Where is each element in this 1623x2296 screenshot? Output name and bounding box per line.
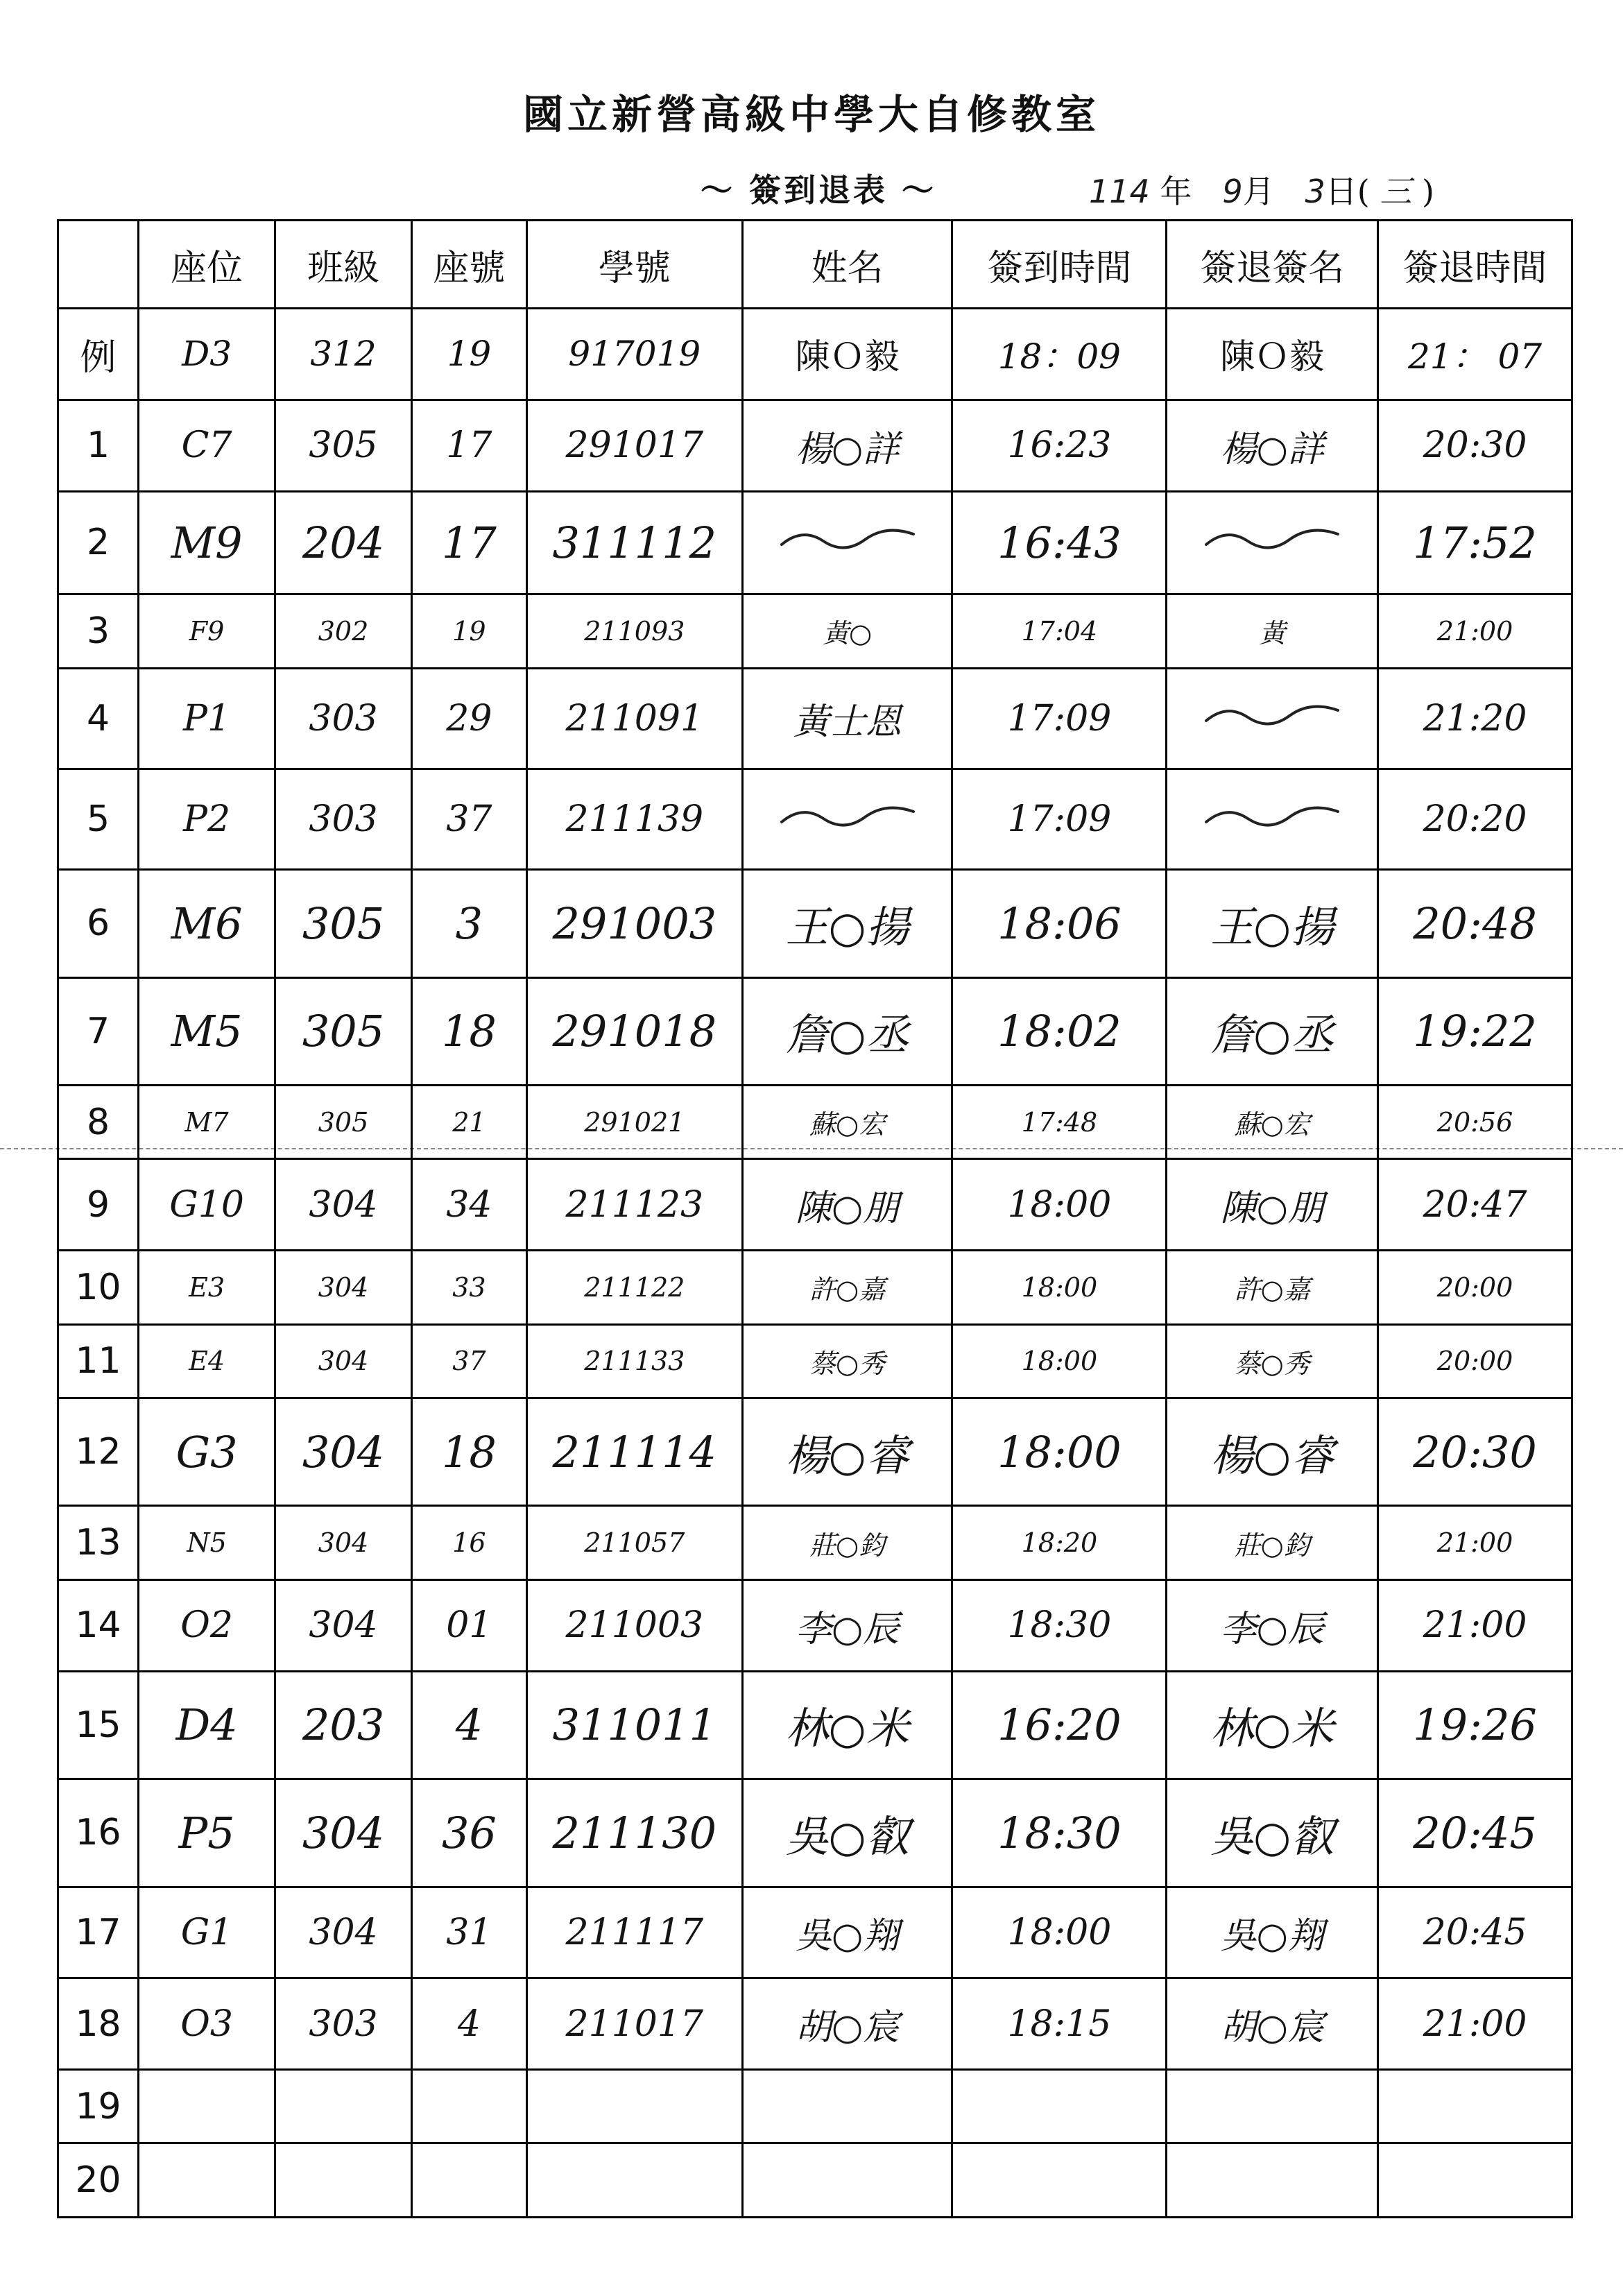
- cell-student-id: 291003: [526, 870, 742, 977]
- cell-class: 302: [275, 594, 412, 668]
- example-checkout: 21： 07: [1378, 309, 1572, 400]
- cell-name-scribble: [742, 769, 952, 869]
- table-row: [58, 1579, 1572, 1671]
- table-row: [58, 1978, 1572, 2070]
- cell-signature: 蔡○秀: [1167, 1324, 1378, 1398]
- cell-signature: 蘇○宏: [1167, 1086, 1378, 1159]
- cell-checkin: 18:15: [952, 1978, 1167, 2070]
- cell-class: 303: [275, 769, 412, 869]
- row-number: 12: [58, 1398, 139, 1506]
- row-number: 7: [58, 977, 139, 1085]
- cell-checkout: 20:00: [1378, 1251, 1572, 1324]
- cell-seat: P5: [139, 1779, 275, 1887]
- cell-signature: 許○嘉: [1167, 1251, 1378, 1324]
- cell-checkin: 18:06: [952, 870, 1167, 977]
- cell-checkout: 20:47: [1378, 1159, 1572, 1251]
- cell-class: 305: [275, 977, 412, 1085]
- cell-seat: P1: [139, 668, 275, 769]
- cell-name: 楊○詳: [742, 400, 952, 491]
- header-class: 班級: [275, 221, 412, 309]
- row-number: 13: [58, 1506, 139, 1579]
- cell-class: 203: [275, 1671, 412, 1779]
- cell-checkout: 21:00: [1378, 1978, 1572, 2070]
- cell-number: 17: [411, 400, 526, 491]
- cell-seat: M9: [139, 491, 275, 594]
- sheet-date: [1089, 166, 1434, 212]
- table-row: [58, 400, 1572, 491]
- cell-signature-scribble: [1167, 491, 1378, 594]
- cell-seat: P2: [139, 769, 275, 869]
- table-row: [58, 2143, 1572, 2218]
- cell-seat: N5: [139, 1506, 275, 1579]
- cell-signature: 林○米: [1167, 1671, 1378, 1779]
- date-day-unit: 日: [1325, 173, 1357, 210]
- cell-name: [742, 2143, 952, 2218]
- cell-class: 304: [275, 1398, 412, 1506]
- cell-seat: F9: [139, 594, 275, 668]
- cell-class: 304: [275, 1887, 412, 1978]
- cell-signature: 陳○朋: [1167, 1159, 1378, 1251]
- date-year: 114: [1089, 173, 1150, 210]
- cell-signature: 楊○詳: [1167, 400, 1378, 491]
- cell-class: 305: [275, 400, 412, 491]
- header-checkin: 簽到時間: [952, 221, 1167, 309]
- cell-signature: 詹○丞: [1167, 977, 1378, 1085]
- cell-name: 胡○宸: [742, 1978, 952, 2070]
- cell-checkout: 19:22: [1378, 977, 1572, 1085]
- table-row: [58, 977, 1572, 1085]
- table-row: [58, 1086, 1572, 1159]
- cell-checkin: 17:04: [952, 594, 1167, 668]
- table-row: [58, 491, 1572, 594]
- row-number: 15: [58, 1671, 139, 1779]
- cell-student-id: 211123: [526, 1159, 742, 1251]
- example-seat: D3: [139, 309, 275, 400]
- cell-class: 304: [275, 1506, 412, 1579]
- cell-name: 黃士恩: [742, 668, 952, 769]
- cell-signature-scribble: [1167, 668, 1378, 769]
- example-checkin: 18：09: [952, 309, 1167, 400]
- cell-checkin: 17:48: [952, 1086, 1167, 1159]
- cell-checkin: 18:00: [952, 1887, 1167, 1978]
- scribble-mark: [1199, 689, 1345, 738]
- cell-signature: 李○辰: [1167, 1579, 1378, 1671]
- date-day: 3: [1305, 173, 1325, 210]
- cell-class: 304: [275, 1324, 412, 1398]
- cell-checkout: 20:45: [1378, 1887, 1572, 1978]
- cell-student-id: 211130: [526, 1779, 742, 1887]
- cell-seat: G3: [139, 1398, 275, 1506]
- cell-checkout: 17:52: [1378, 491, 1572, 594]
- cell-number: 4: [411, 1671, 526, 1779]
- table-row: [58, 1779, 1572, 1887]
- cell-student-id: 211114: [526, 1398, 742, 1506]
- cell-number: 21: [411, 1086, 526, 1159]
- row-number: 16: [58, 1779, 139, 1887]
- cell-name: 吳○叡: [742, 1779, 952, 1887]
- cell-signature: 吳○翔: [1167, 1887, 1378, 1978]
- cell-checkout: 20:56: [1378, 1086, 1572, 1159]
- table-row: [58, 594, 1572, 668]
- header-number: 座號: [411, 221, 526, 309]
- cell-class: 204: [275, 491, 412, 594]
- cell-student-id: 211017: [526, 1978, 742, 2070]
- cell-student-id: 211122: [526, 1251, 742, 1324]
- cell-number: 37: [411, 1324, 526, 1398]
- cell-student-id: 211139: [526, 769, 742, 869]
- cell-checkin: 16:23: [952, 400, 1167, 491]
- row-number: 20: [58, 2143, 139, 2218]
- cell-class: 303: [275, 1978, 412, 2070]
- header-name: 姓名: [742, 221, 952, 309]
- cell-name: 李○辰: [742, 1579, 952, 1671]
- cell-student-id: 211091: [526, 668, 742, 769]
- cell-checkout: 21:00: [1378, 1506, 1572, 1579]
- example-row: [58, 309, 1572, 400]
- cell-checkout: [1378, 2143, 1572, 2218]
- row-number: 6: [58, 870, 139, 977]
- page-title: 國立新營高級中學大自修教室: [522, 91, 1100, 138]
- cell-number: 34: [411, 1159, 526, 1251]
- cell-class: 304: [275, 1779, 412, 1887]
- cell-name: 楊○睿: [742, 1398, 952, 1506]
- cell-signature: 胡○宸: [1167, 1978, 1378, 2070]
- cell-checkout: 21:00: [1378, 594, 1572, 668]
- row-number: 17: [58, 1887, 139, 1978]
- example-number: 19: [411, 309, 526, 400]
- cell-checkin: 18:00: [952, 1159, 1167, 1251]
- cell-seat: E4: [139, 1324, 275, 1398]
- cell-student-id: 211117: [526, 1887, 742, 1978]
- cell-number: [411, 2143, 526, 2218]
- date-weekday-open: (: [1357, 173, 1370, 210]
- cell-student-id: 291017: [526, 400, 742, 491]
- cell-student-id: 211003: [526, 1579, 742, 1671]
- date-month-unit: 月: [1242, 173, 1275, 210]
- example-name: 陳Ｏ毅: [742, 309, 952, 400]
- cell-checkout: 20:48: [1378, 870, 1572, 977]
- example-label: 例: [58, 309, 139, 400]
- header-student-id: 學號: [526, 221, 742, 309]
- cell-seat: G1: [139, 1887, 275, 1978]
- row-number: 8: [58, 1086, 139, 1159]
- cell-class: 303: [275, 668, 412, 769]
- cell-checkin: 17:09: [952, 769, 1167, 869]
- cell-name: 許○嘉: [742, 1251, 952, 1324]
- cell-seat: O3: [139, 1978, 275, 2070]
- table-row: [58, 1251, 1572, 1324]
- row-number: 2: [58, 491, 139, 594]
- cell-class: [275, 2143, 412, 2218]
- cell-name: [742, 2070, 952, 2143]
- cell-checkout: 20:20: [1378, 769, 1572, 869]
- cell-seat: E3: [139, 1251, 275, 1324]
- header-signature: 簽退簽名: [1167, 221, 1378, 309]
- header-row: [58, 221, 1572, 309]
- scribble-mark: [775, 791, 920, 839]
- cell-signature: 吳○叡: [1167, 1779, 1378, 1887]
- cell-number: [411, 2070, 526, 2143]
- cell-checkout: 19:26: [1378, 1671, 1572, 1779]
- cell-student-id: 211133: [526, 1324, 742, 1398]
- cell-checkout: 21:20: [1378, 668, 1572, 769]
- cell-class: 305: [275, 870, 412, 977]
- cell-checkin: 16:20: [952, 1671, 1167, 1779]
- table-row: [58, 2070, 1572, 2143]
- cell-number: 01: [411, 1579, 526, 1671]
- cell-checkout: 20:45: [1378, 1779, 1572, 1887]
- cell-number: 17: [411, 491, 526, 594]
- cell-name: 莊○鈞: [742, 1506, 952, 1579]
- cell-checkout: [1378, 2070, 1572, 2143]
- cell-seat: M5: [139, 977, 275, 1085]
- cell-student-id: [526, 2070, 742, 2143]
- cell-number: 37: [411, 769, 526, 869]
- cell-number: 31: [411, 1887, 526, 1978]
- cell-checkin: 18:02: [952, 977, 1167, 1085]
- cell-seat: D4: [139, 1671, 275, 1779]
- cell-name: 吳○翔: [742, 1887, 952, 1978]
- cell-class: 304: [275, 1579, 412, 1671]
- row-number: 4: [58, 668, 139, 769]
- cell-seat: M7: [139, 1086, 275, 1159]
- header-checkout: 簽退時間: [1378, 221, 1572, 309]
- cell-seat: G10: [139, 1159, 275, 1251]
- row-number: 5: [58, 769, 139, 869]
- cell-name: 詹○丞: [742, 977, 952, 1085]
- cell-student-id: 311112: [526, 491, 742, 594]
- cell-checkout: 20:30: [1378, 400, 1572, 491]
- cell-signature: 莊○鈞: [1167, 1506, 1378, 1579]
- cell-seat: [139, 2143, 275, 2218]
- cell-checkin: 18:30: [952, 1779, 1167, 1887]
- cell-class: 305: [275, 1086, 412, 1159]
- cell-checkin: 18:00: [952, 1324, 1167, 1398]
- cell-seat: M6: [139, 870, 275, 977]
- signin-table: [57, 219, 1573, 2218]
- row-number: 18: [58, 1978, 139, 2070]
- scribble-mark: [775, 513, 920, 562]
- cell-checkin: 18:20: [952, 1506, 1167, 1579]
- cell-name: 蘇○宏: [742, 1086, 952, 1159]
- cell-seat: O2: [139, 1579, 275, 1671]
- table-row: [58, 668, 1572, 769]
- scribble-mark: [1199, 513, 1345, 562]
- cell-name: 林○米: [742, 1671, 952, 1779]
- table-row: [58, 1324, 1572, 1398]
- cell-checkin: 16:43: [952, 491, 1167, 594]
- cell-student-id: 291018: [526, 977, 742, 1085]
- cell-checkout: 20:00: [1378, 1324, 1572, 1398]
- cell-signature-scribble: [1167, 769, 1378, 869]
- cell-student-id: 311011: [526, 1671, 742, 1779]
- row-number: 3: [58, 594, 139, 668]
- page-subtitle: ～ 簽到退表 ～: [701, 171, 937, 209]
- cell-student-id: 211057: [526, 1506, 742, 1579]
- date-month: 9: [1222, 173, 1243, 210]
- cell-number: 16: [411, 1506, 526, 1579]
- cell-number: 33: [411, 1251, 526, 1324]
- date-weekday-close: ): [1421, 173, 1434, 210]
- cell-student-id: 211093: [526, 594, 742, 668]
- row-number: 19: [58, 2070, 139, 2143]
- cell-seat: [139, 2070, 275, 2143]
- example-signature: 陳Ｏ毅: [1167, 309, 1378, 400]
- cell-student-id: 291021: [526, 1086, 742, 1159]
- cell-number: 3: [411, 870, 526, 977]
- row-number: 10: [58, 1251, 139, 1324]
- cell-checkout: 21:00: [1378, 1579, 1572, 1671]
- cell-checkout: 20:30: [1378, 1398, 1572, 1506]
- table-row: [58, 1398, 1572, 1506]
- cell-seat: C7: [139, 400, 275, 491]
- table-row: [58, 1506, 1572, 1579]
- cell-signature: [1167, 2143, 1378, 2218]
- table-row: [58, 870, 1572, 977]
- header-index: [58, 221, 139, 309]
- date-weekday: 三: [1380, 173, 1412, 210]
- cell-class: [275, 2070, 412, 2143]
- table-row: [58, 1671, 1572, 1779]
- example-class: 312: [275, 309, 412, 400]
- cell-student-id: [526, 2143, 742, 2218]
- table-row: [58, 1887, 1572, 1978]
- cell-checkin: [952, 2143, 1167, 2218]
- row-number: 14: [58, 1579, 139, 1671]
- example-student-id: 917019: [526, 309, 742, 400]
- cell-signature: [1167, 2070, 1378, 2143]
- cell-checkin: 18:30: [952, 1579, 1167, 1671]
- row-number: 11: [58, 1324, 139, 1398]
- cell-number: 19: [411, 594, 526, 668]
- cell-signature: 黃: [1167, 594, 1378, 668]
- cell-class: 304: [275, 1251, 412, 1324]
- cell-number: 18: [411, 1398, 526, 1506]
- cell-name: 陳○朋: [742, 1159, 952, 1251]
- cell-number: 4: [411, 1978, 526, 2070]
- table-row: [58, 769, 1572, 869]
- cell-checkin: 17:09: [952, 668, 1167, 769]
- row-number: 9: [58, 1159, 139, 1251]
- cell-name: 黃○: [742, 594, 952, 668]
- header-seat: 座位: [139, 221, 275, 309]
- cell-class: 304: [275, 1159, 412, 1251]
- cell-signature: 王○揚: [1167, 870, 1378, 977]
- cell-signature: 楊○睿: [1167, 1398, 1378, 1506]
- cell-number: 18: [411, 977, 526, 1085]
- cell-number: 36: [411, 1779, 526, 1887]
- scribble-mark: [1199, 791, 1345, 839]
- cell-checkin: 18:00: [952, 1398, 1167, 1506]
- row-number: 1: [58, 400, 139, 491]
- cell-name: 王○揚: [742, 870, 952, 977]
- cell-name: 蔡○秀: [742, 1324, 952, 1398]
- cell-name-scribble: [742, 491, 952, 594]
- cell-checkin: [952, 2070, 1167, 2143]
- cell-number: 29: [411, 668, 526, 769]
- cell-checkin: 18:00: [952, 1251, 1167, 1324]
- date-year-unit: 年: [1160, 173, 1192, 210]
- table-row: [58, 1159, 1572, 1251]
